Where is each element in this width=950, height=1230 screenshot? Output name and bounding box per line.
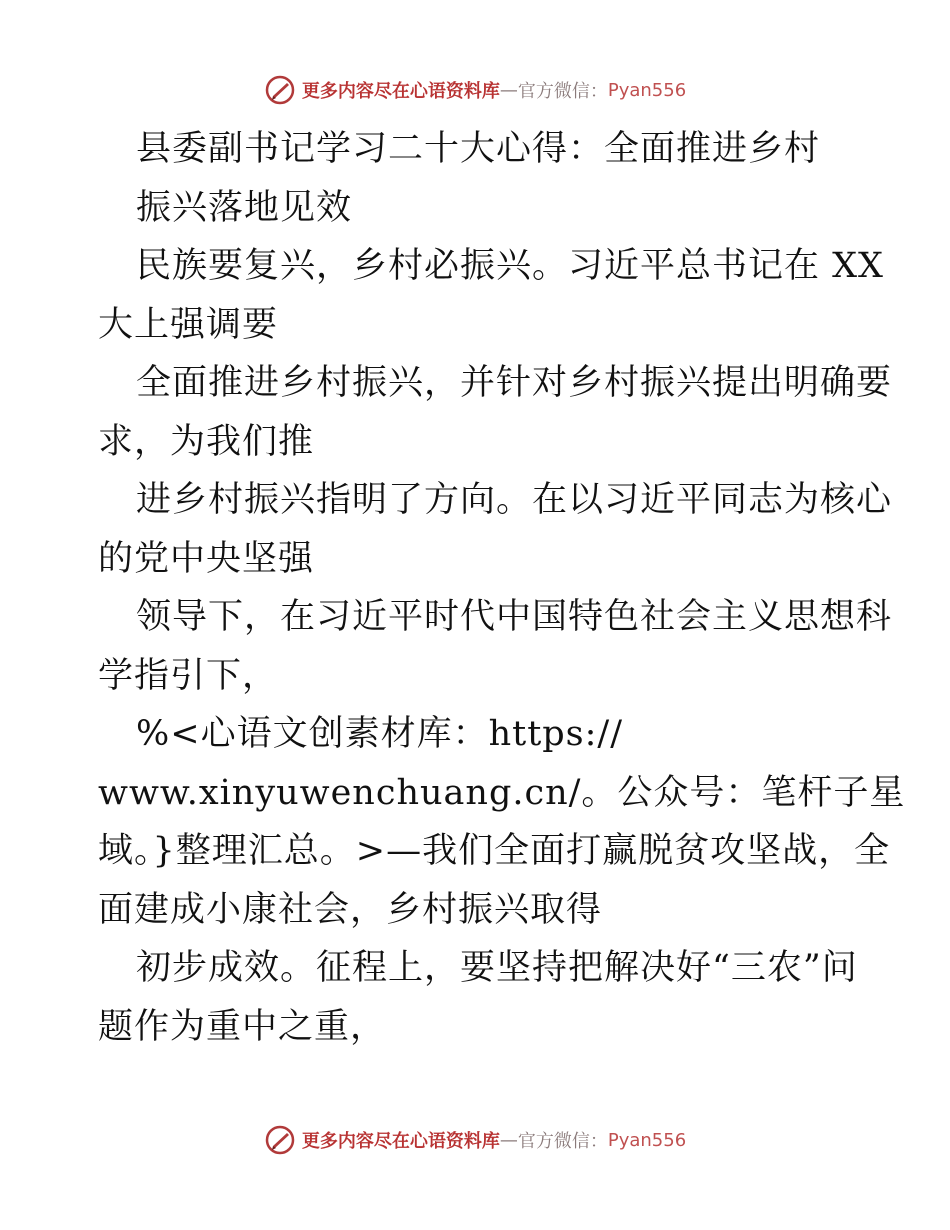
paragraph-line: 学指引下， <box>98 655 279 696</box>
paragraph-line: 全面推进乡村振兴，并针对乡村振兴提出明确要 <box>136 363 893 403</box>
paragraph-line: 面建成小康社会，乡村振兴取得 <box>98 889 603 930</box>
logo-icon <box>264 1124 296 1156</box>
banner-separator: — <box>499 1129 518 1151</box>
banner-wechat-id: Pyan556 <box>607 1129 687 1151</box>
document-body <box>98 120 906 1056</box>
banner-main-text: 更多内容尽在心语资料库 <box>301 81 500 102</box>
banner-wechat-label: 官方微信： <box>517 81 608 102</box>
banner-wechat-label: 官方微信： <box>517 1131 608 1152</box>
paragraph-line: 的党中央坚强 <box>98 538 315 579</box>
paragraph-line: www.xinyuwenchuang.cn/。公众号：笔杆子星 <box>98 772 906 813</box>
paragraph-line: 大上强调要 <box>98 304 279 345</box>
banner-separator: — <box>499 79 518 101</box>
title-line-2: 振兴落地见效 <box>136 187 353 228</box>
banner-wechat-id: Pyan556 <box>607 79 687 101</box>
title-line-1: 县委副书记学习二十大心得：全面推进乡村 <box>136 129 821 169</box>
paragraph-line: 初步成效。征程上，要坚持把解决好“三农”问 <box>136 948 858 988</box>
logo-icon <box>264 74 296 106</box>
paragraph-line: 求，为我们推 <box>98 421 315 462</box>
paragraph-line: 域。}整理汇总。>—我们全面打赢脱贫攻坚战，全 <box>98 831 891 871</box>
paragraph-line: %<心语文创素材库：https:// <box>136 714 623 754</box>
paragraph-line: 领导下，在习近平时代中国特色社会主义思想科 <box>136 597 893 637</box>
paragraph-line: 进乡村振兴指明了方向。在以习近平同志为核心 <box>136 480 893 520</box>
paragraph-line: 题作为重中之重， <box>98 1006 387 1047</box>
footer-watermark-banner <box>0 1124 950 1156</box>
header-watermark-banner <box>0 74 950 106</box>
paragraph-line: 民族要复兴，乡村必振兴。习近平总书记在 XX <box>136 246 884 286</box>
banner-main-text: 更多内容尽在心语资料库 <box>301 1131 500 1152</box>
